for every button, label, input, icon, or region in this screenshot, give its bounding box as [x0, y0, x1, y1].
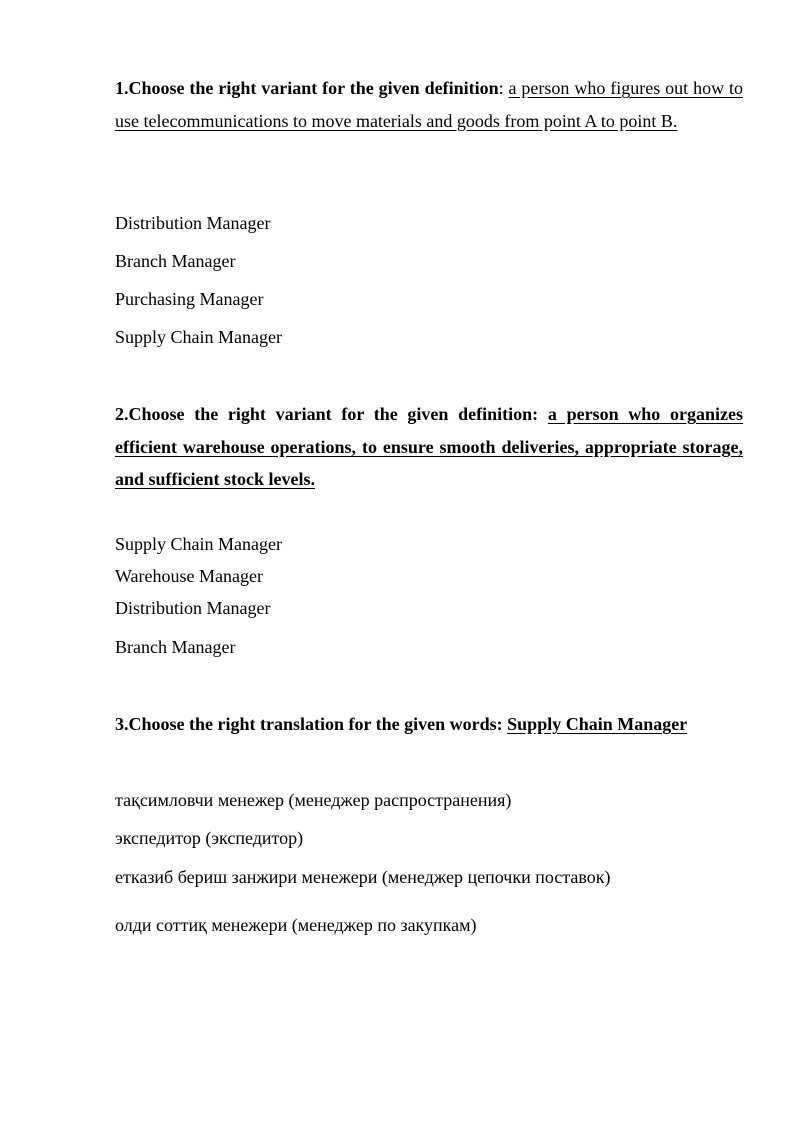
question-3-option-2: экспедитор (экспедитор) — [115, 828, 304, 848]
question-1-option-3: Purchasing Manager — [115, 289, 264, 309]
question-2-option-1: Supply Chain Manager — [115, 534, 282, 554]
question-3 — [115, 708, 743, 741]
question-1 — [115, 72, 743, 137]
question-1-option-4: Supply Chain Manager — [115, 327, 282, 347]
question-1-option-1: Distribution Manager — [115, 213, 271, 233]
question-1-lead: 1.Choose the right variant for the given definition — [115, 78, 499, 98]
question-3-lead: 3.Choose the right translation for the given words: — [115, 714, 508, 734]
question-3-option-1: тақсимловчи менежер (менеджер распространения) — [115, 790, 512, 810]
question-1-separator: : — [498, 78, 509, 98]
question-2-option-2: Warehouse Manager — [115, 566, 263, 586]
question-2-option-4: Branch Manager — [115, 637, 236, 657]
question-1-option-2: Branch Manager — [115, 251, 236, 271]
question-3-term: Supply Chain Manager — [507, 714, 688, 734]
question-1-definition: a person who figures out how to use telecommunications to move materials and goods from point A to point B. — [115, 78, 743, 131]
question-2-definition: a person who organizes efficient warehouse operations, to ensure smooth deliveries, appropriate storage, and sufficient stock levels. — [115, 404, 743, 489]
question-3-option-4: олди соттиқ менежери (менеджер по закупкам) — [115, 915, 477, 935]
question-2 — [115, 398, 743, 496]
question-3-option-3: етказиб бериш занжири менежери (менеджер цепочки поставок) — [115, 867, 611, 887]
question-2-lead: 2.Choose the right variant for the given definition: — [115, 404, 548, 424]
question-2-option-3: Distribution Manager — [115, 598, 271, 618]
